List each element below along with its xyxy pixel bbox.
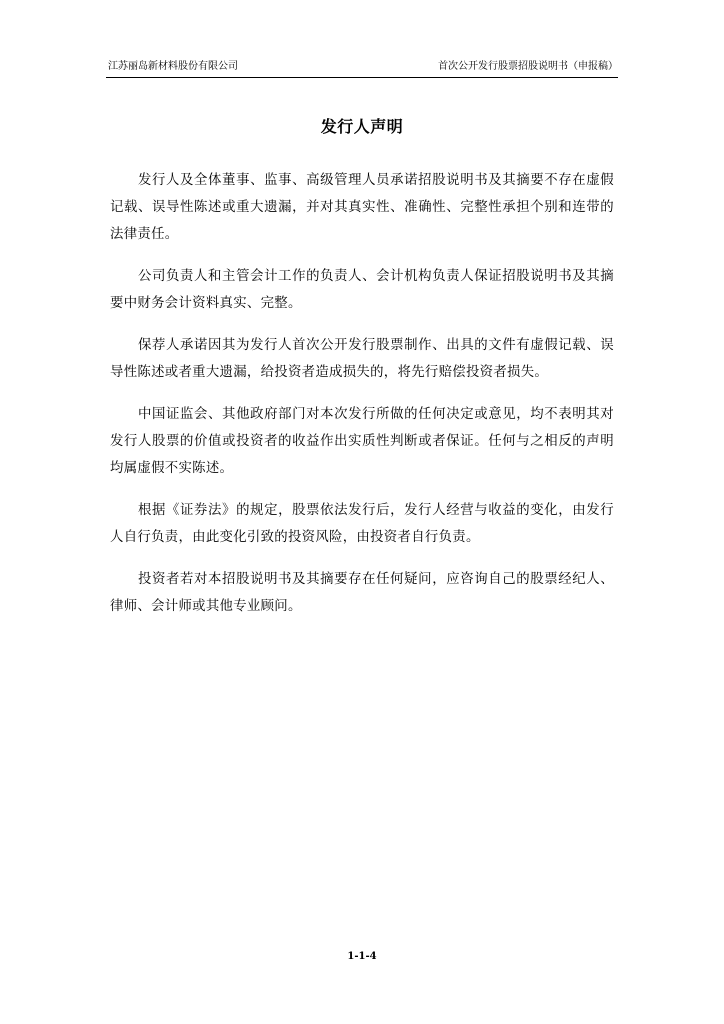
declaration-body — [110, 167, 614, 635]
page-title: 发行人声明 — [320, 117, 404, 136]
header-divider — [106, 77, 618, 78]
header-document-title: 首次公开发行股票招股说明书（申报稿） — [438, 61, 618, 72]
page-number: 1-1-4 — [347, 951, 377, 962]
paragraph-csrc-disclaimer: 中国证监会、其他政府部门对本次发行所做的任何决定或意见，均不表明其对发行人股票的价值或投资者的收益作出实质性判断或者保证。任何与之相反的声明均属虚假不实陈述。 — [110, 407, 614, 476]
paragraph-sponsor-commitment: 保荐人承诺因其为发行人首次公开发行股票制作、出具的文件有虚假记载、误导性陈述或者重大遗漏，给投资者造成损失的，将先行赔偿投资者损失。 — [110, 338, 614, 380]
paragraph-financial-accuracy: 公司负责人和主管会计工作的负责人、会计机构负责人保证招股说明书及其摘要中财务会计资料真实、完整。 — [110, 269, 614, 311]
header-company-name: 江苏丽岛新材料股份有限公司 — [108, 61, 238, 72]
paragraph-securities-law: 根据《证券法》的规定，股票依法发行后，发行人经营与收益的变化，由发行人自行负责，由此变化引致的投资风险，由投资者自行负责。 — [110, 503, 614, 545]
page-header — [106, 58, 618, 76]
paragraph-investor-advice: 投资者若对本招股说明书及其摘要存在任何疑问，应咨询自己的股票经纪人、律师、会计师或其他专业顾问。 — [110, 572, 614, 614]
paragraph-issuer-commitment: 发行人及全体董事、监事、高级管理人员承诺招股说明书及其摘要不存在虚假记载、误导性陈述或重大遗漏，并对其真实性、准确性、完整性承担个别和连带的法律责任。 — [110, 173, 614, 242]
